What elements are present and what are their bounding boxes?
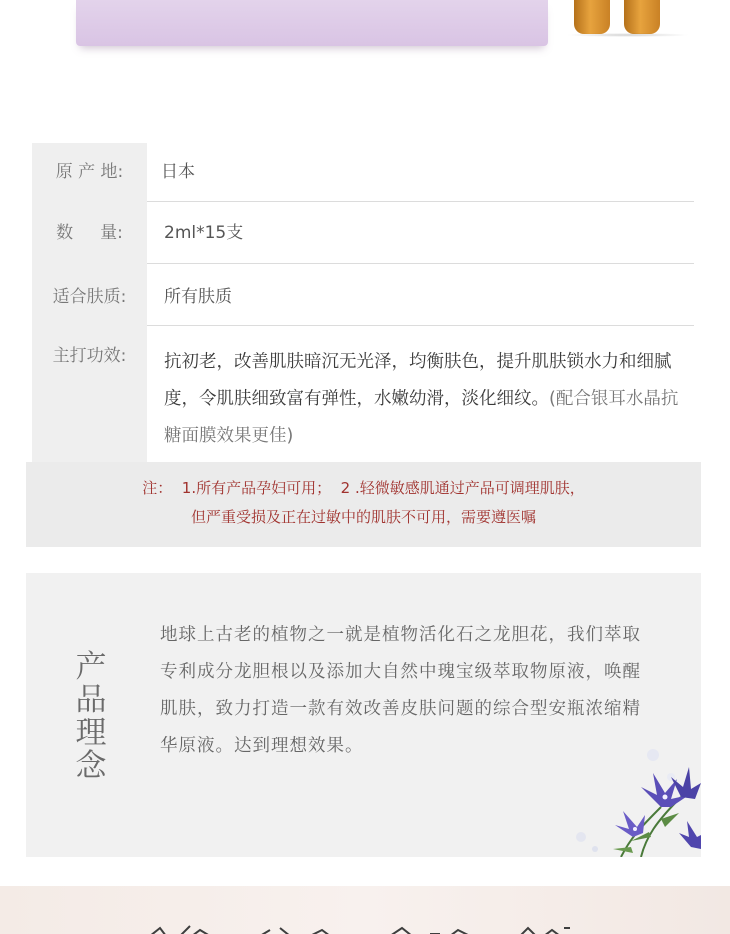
ampoule-vial-image bbox=[574, 0, 610, 34]
note-line: 但严重受损及正在过敏中的肌肤不可用，需要遵医嘱 bbox=[190, 508, 536, 526]
next-section-banner bbox=[0, 886, 730, 934]
product-philosophy-panel bbox=[26, 573, 701, 857]
spec-label: 适合肤质: bbox=[32, 264, 147, 326]
spec-row-skin-type bbox=[32, 264, 694, 326]
efficacy-text: 抗初老，改善肌肤暗沉无光泽，均衡肤色，提升肌肤锁水力和细腻度，令肌肤细致富有弹性，水嫩幼滑，淡化细纹。 bbox=[164, 352, 672, 409]
spec-value: 所有肤质 bbox=[147, 264, 694, 326]
philosophy-text: 地球上古老的植物之一就是植物活化石之龙胆花，我们萃取专利成分龙胆根以及添加大自然中瑰宝级萃取物原液，唤醒肌肤，致力打造一款有效改善皮肤问题的综合型安瓶浓缩精华原液。达到理想效果。 bbox=[160, 625, 641, 756]
usage-note bbox=[26, 462, 701, 547]
product-image bbox=[0, 0, 730, 60]
spec-row-quantity bbox=[32, 202, 694, 264]
spec-value: 2ml*15支 bbox=[147, 202, 694, 264]
spec-value: 日本 bbox=[147, 143, 694, 202]
spec-label: 主打功效: bbox=[32, 326, 147, 462]
spec-table bbox=[32, 143, 694, 462]
vial-shadow bbox=[566, 33, 690, 37]
note-line: 注： 1.所有产品孕妇可用； 2 .轻微敏感肌通过产品可调理肌肤， bbox=[142, 479, 585, 497]
ampoule-vial-image bbox=[624, 0, 660, 34]
efficacy-extra-text: (配合银耳水晶抗糖面膜效果更佳) bbox=[164, 389, 679, 446]
decorative-heading-fragment bbox=[140, 924, 600, 934]
philosophy-title: 产品理念 bbox=[75, 649, 107, 784]
spec-value bbox=[147, 326, 694, 462]
spec-label: 数 量: bbox=[32, 202, 147, 264]
product-box-image bbox=[76, 0, 548, 46]
spec-row-efficacy bbox=[32, 326, 694, 462]
gentian-flower-illustration bbox=[561, 737, 701, 857]
spec-row-origin bbox=[32, 143, 694, 202]
spec-label: 原 产 地: bbox=[32, 143, 147, 202]
